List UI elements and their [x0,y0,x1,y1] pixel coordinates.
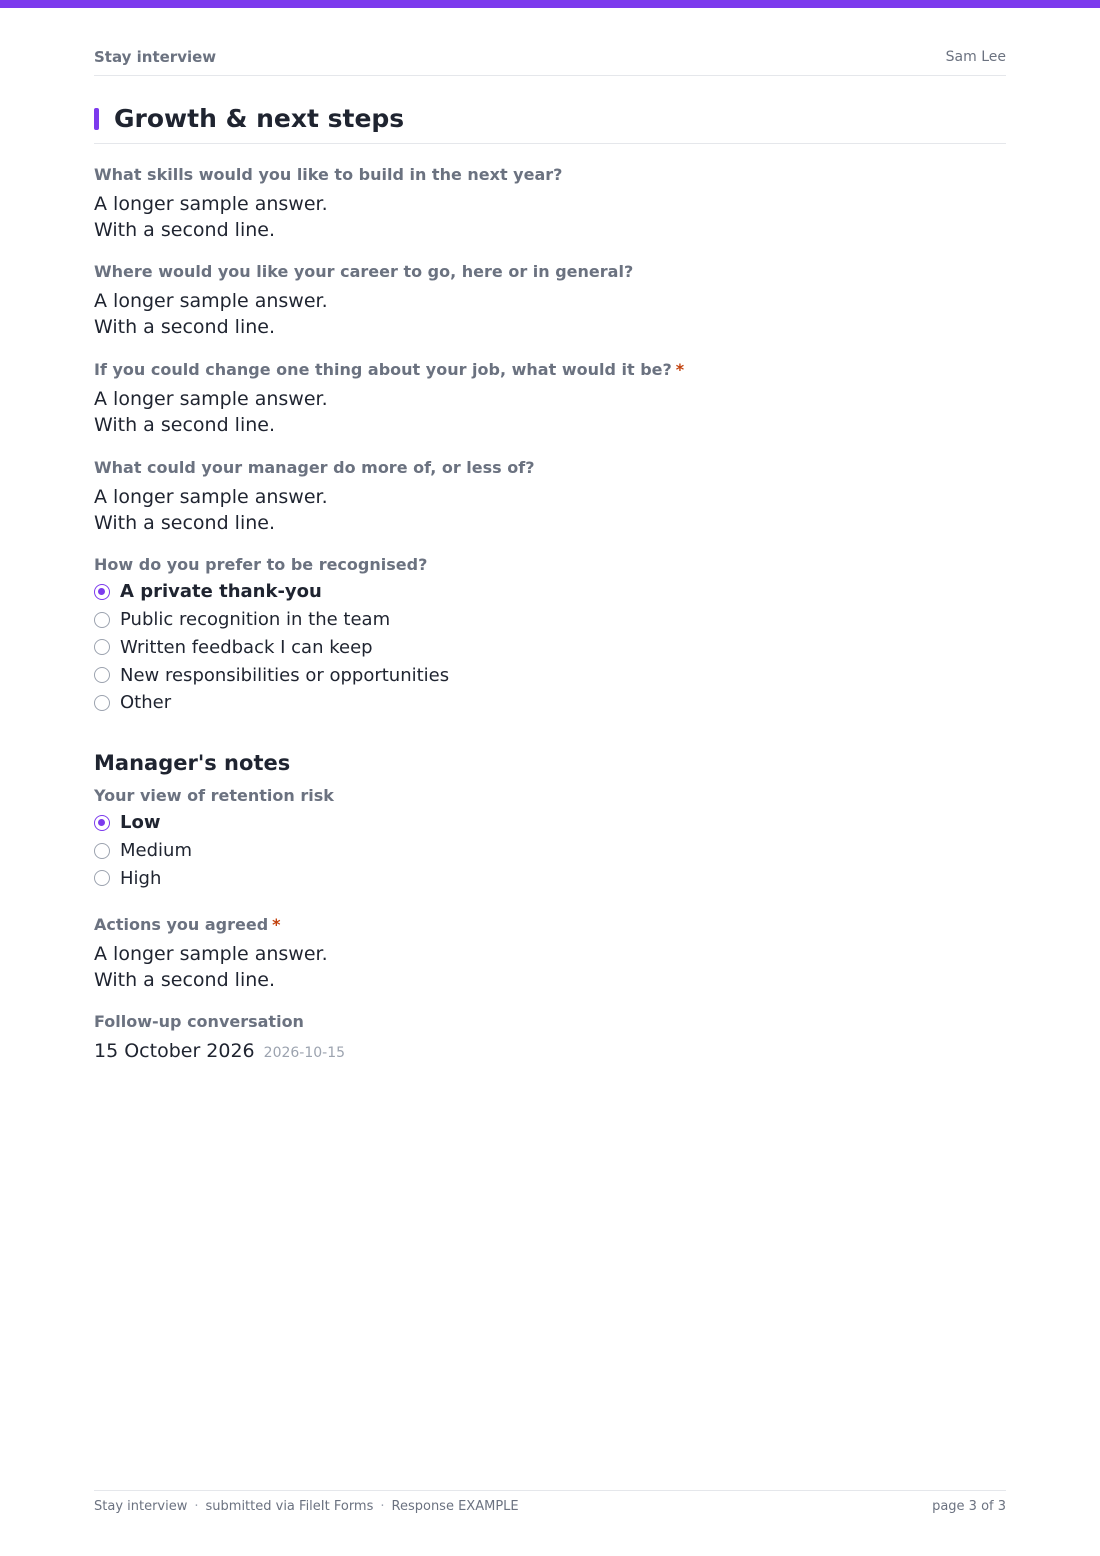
radio-option[interactable] [94,689,1006,717]
radio-option[interactable] [94,809,1006,837]
question-actions-agreed [94,915,1006,993]
answer-line: A longer sample answer. [94,388,328,410]
manager-notes-heading: Manager's notes [94,751,291,775]
question-label: What skills would you like to build in the next year? [94,165,563,184]
radio-option[interactable] [94,578,1006,606]
question-label: Your view of retention risk [94,786,334,805]
followup-date: 15 October 2026 [94,1040,255,1062]
respondent-name: Sam Lee [945,49,1006,65]
question-label-text: If you could change one thing about your job, what would it be? [94,360,672,379]
answer-line: With a second line. [94,219,275,241]
radio-selected-icon[interactable] [94,584,110,600]
risk-options [94,809,1006,892]
top-accent-bar [0,0,1100,8]
radio-icon[interactable] [94,639,110,655]
radio-icon[interactable] [94,667,110,683]
footer-response: Response EXAMPLE [391,1499,519,1514]
question-manager-more-less [94,458,1006,536]
question-label-text: Actions you agreed [94,915,269,934]
question-change-one-thing [94,360,1006,438]
footer-meta [94,1499,519,1514]
option-label: Written feedback I can keep [120,636,373,658]
question-career [94,262,1006,340]
footer-separator: · [380,1499,385,1514]
answer-line: With a second line. [94,969,275,991]
followup-date-iso: 2026-10-15 [263,1045,346,1061]
answer-line: A longer sample answer. [94,193,328,215]
required-mark: * [272,915,281,934]
answer-text [94,484,1006,536]
option-label: High [120,867,162,889]
radio-selected-icon[interactable] [94,815,110,831]
answer-line: A longer sample answer. [94,943,328,965]
section-title: Growth & next steps [114,104,405,133]
question-skills [94,165,1006,243]
question-label: Where would you like your career to go, here or in general? [94,262,634,281]
answer-line: A longer sample answer. [94,486,328,508]
footer-via: submitted via FileIt Forms [205,1499,374,1514]
question-label: What could your manager do more of, or less of? [94,458,535,477]
recognition-options [94,578,1006,717]
answer-text [94,941,1006,993]
option-label: A private thank-you [120,581,322,603]
answer-text [94,288,1006,340]
page-number: page 3 of 3 [932,1499,1006,1514]
radio-icon[interactable] [94,695,110,711]
answer-line: With a second line. [94,316,275,338]
answer-text [94,386,1006,438]
form-title: Stay interview [94,48,217,66]
option-label: New responsibilities or opportunities [120,664,450,686]
radio-icon[interactable] [94,843,110,859]
footer-separator: · [194,1499,199,1514]
option-label: Low [120,812,161,834]
option-label: Public recognition in the team [120,609,391,631]
answer-line: With a second line. [94,512,275,534]
answer-text [94,191,1006,243]
page-footer [94,1490,1006,1520]
radio-icon[interactable] [94,612,110,628]
question-label: Follow-up conversation [94,1012,304,1031]
required-mark: * [675,360,685,379]
option-label: Medium [120,840,192,862]
radio-option[interactable] [94,634,1006,662]
page-header [94,48,1006,76]
question-retention-risk [94,786,1006,892]
answer-line: With a second line. [94,414,275,436]
answer-line: A longer sample answer. [94,290,328,312]
radio-option[interactable] [94,865,1006,893]
footer-form-name: Stay interview [94,1499,188,1514]
radio-icon[interactable] [94,870,110,886]
question-recognition [94,555,1006,717]
question-label: How do you prefer to be recognised? [94,555,428,574]
section-header [94,104,1006,144]
question-followup [94,1012,1006,1066]
option-label: Other [120,692,172,714]
radio-option[interactable] [94,661,1006,689]
question-label [94,915,1006,935]
date-answer [94,1038,1006,1066]
section-accent-bar [94,108,99,130]
question-label [94,360,1006,380]
radio-option[interactable] [94,837,1006,865]
radio-option[interactable] [94,606,1006,634]
